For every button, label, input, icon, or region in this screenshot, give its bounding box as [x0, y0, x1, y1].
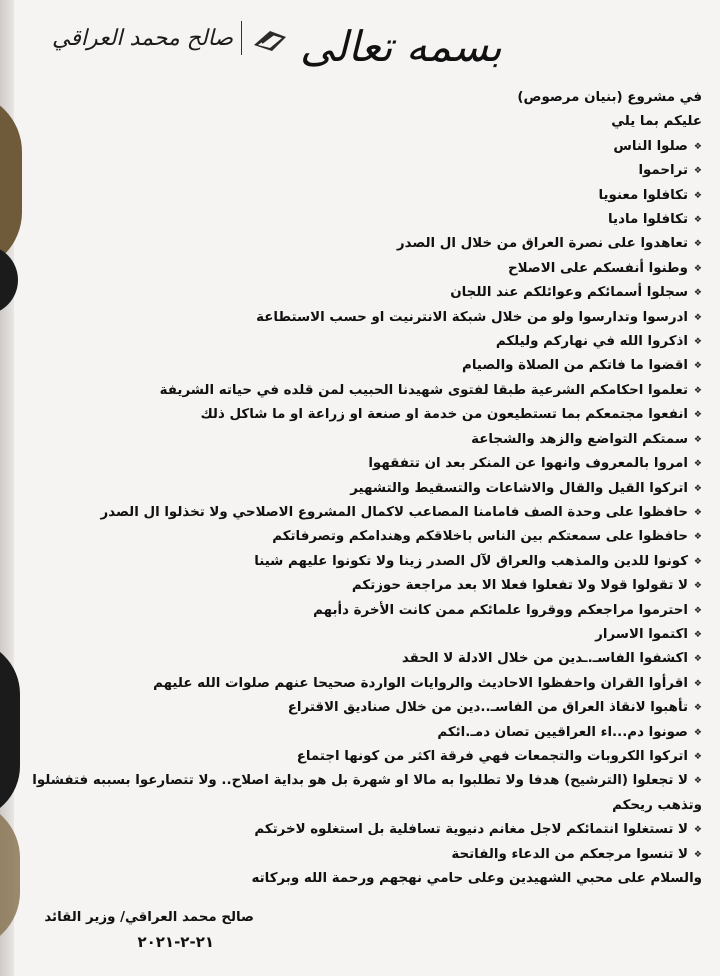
logo-divider [241, 21, 242, 55]
bullet-icon: ❖ [693, 337, 702, 348]
list-item [12, 477, 702, 501]
list-item [12, 208, 702, 232]
bullet-icon: ❖ [693, 727, 702, 738]
list-item-text: تعاهدوا على نصرة العراق من خلال ال الصدر [396, 236, 688, 252]
bullet-icon: ❖ [693, 556, 702, 567]
bullet-icon: ❖ [693, 605, 702, 616]
list-item-text: تراحموا [638, 163, 688, 179]
bullet-icon: ❖ [693, 678, 702, 689]
bullet-icon: ❖ [693, 507, 702, 518]
list-item-text: تكافلوا ماديا [608, 212, 688, 228]
list-item-text: اكتموا الاسرار [595, 626, 688, 642]
bullet-icon: ❖ [693, 459, 702, 470]
list-item-text: كونوا للدين والمذهب والعراق لآل الصدر زينا ولا تكونوا عليهم شينا [254, 553, 688, 569]
bullet-icon: ❖ [693, 141, 702, 152]
bullet-icon: ❖ [693, 776, 702, 787]
list-item-text: لا تجعلوا (الترشيح) هدفا ولا تطلبوا به مالا او شهرة بل هو بداية اصلاح.. ولا تتصارعوا بسببه فتفشلوا وتذهب ريحكم [32, 773, 702, 813]
list-item [12, 184, 702, 208]
pen-book-icon [250, 23, 290, 53]
list-item [12, 379, 702, 403]
list-item [12, 403, 702, 427]
list-item-text: لا تقولوا قولا ولا تفعلوا فعلا الا بعد مراجعة حوزتكم [351, 578, 688, 594]
bullet-icon: ❖ [693, 532, 702, 543]
bullet-icon: ❖ [693, 215, 702, 226]
list-item-text: صلوا الناس [613, 138, 688, 154]
list-item [12, 769, 702, 818]
bullet-icon: ❖ [693, 751, 702, 762]
bullet-icon: ❖ [693, 629, 702, 640]
list-item-text: تأهبوا لانقاذ العراق من الفاسـ..دين من خلال صناديق الاقتراع [287, 700, 688, 716]
list-item-text: احترموا مراجعكم ووقروا علمائكم ممن كانت الأخرة دأبهم [313, 602, 688, 618]
logo-text: صالح محمد العراقي [52, 25, 234, 51]
list-item [12, 232, 702, 256]
signature-date: ٢١-٢-٢٠٢١ [137, 933, 214, 951]
bullet-icon: ❖ [693, 361, 702, 372]
list-item [12, 501, 702, 525]
list-item [12, 330, 702, 354]
instruction-list [12, 135, 702, 867]
list-item-text: صونوا دم...اء العراقيين تصان دمـ.ائكم [437, 724, 688, 740]
list-item-text: اتركوا الكروبات والتجمعات فهي فرقة اكثر من كونها اجتماع [296, 748, 688, 764]
list-item [12, 550, 702, 574]
closing-line: والسلام على محبي الشهيدين وعلى حامي نهجهم ورحمة الله وبركاته [251, 871, 702, 886]
letter-body [12, 86, 702, 891]
list-item [12, 135, 702, 159]
bullet-icon: ❖ [693, 581, 702, 592]
list-item [12, 281, 702, 305]
bullet-icon: ❖ [693, 849, 702, 860]
list-item-text: اقرأوا القران واحفظوا الاحاديث والروايات الواردة صحيحا عنهم صلوات الله عليهم [153, 675, 688, 691]
letterhead [0, 0, 720, 90]
list-item [12, 574, 702, 598]
list-item-text: اكشفوا الفاسـ.ـدين من خلال الادلة لا الحقد [401, 651, 688, 667]
bullet-icon: ❖ [693, 312, 702, 323]
list-item-text: حافظوا على سمعتكم بين الناس باخلاقكم وهندامكم وتصرفاتكم [272, 529, 688, 545]
list-item [12, 257, 702, 281]
list-item-text: لا تنسوا مرجعكم من الدعاء والفاتحة [451, 846, 688, 862]
bullet-icon: ❖ [693, 483, 702, 494]
list-item [12, 159, 702, 183]
list-item-text: وطنوا أنفسكم على الاصلاح [507, 260, 688, 276]
list-item-text: حافظوا على وحدة الصف فامامنا المصاعب لاكمال المشروع الاصلاحي ولا تخذلوا ال الصدر [100, 504, 688, 520]
list-item [12, 843, 702, 867]
bullet-icon: ❖ [693, 263, 702, 274]
signature-block [44, 906, 254, 954]
list-item [12, 354, 702, 378]
list-item [12, 428, 702, 452]
list-item-text: انفعوا مجتمعكم بما تستطيعون من خدمة او صنعة او زراعة او ما شاكل ذلك [200, 407, 688, 423]
list-item [12, 696, 702, 720]
bullet-icon: ❖ [693, 703, 702, 714]
bullet-icon: ❖ [693, 825, 702, 836]
list-item-text: امروا بالمعروف وانهوا عن المنكر بعد ان تتفقهوا [368, 456, 688, 472]
list-item-text: اتركوا القيل والقال والاشاعات والتسقيط والتشهير [350, 480, 688, 496]
list-item [12, 599, 702, 623]
signature-logo [52, 16, 290, 60]
list-item-text: سمتكم التواضع والزهد والشجاعة [471, 431, 688, 447]
list-item [12, 647, 702, 671]
list-item-text: لا تستغلوا انتمائكم لاجل مغانم دنيوية تسافلية بل استغلوه لاخرتكم [254, 822, 688, 838]
basmala-heading: بسمه تعالى [300, 22, 502, 71]
list-item-text: تعلموا احكامكم الشرعية طبقا لفتوى شهيدنا الحبيب لمن قلده في حياته الشريفة [159, 382, 688, 398]
bullet-icon: ❖ [693, 654, 702, 665]
list-item-text: تكافلوا معنويا [598, 187, 688, 203]
list-item-text: سجلوا أسمائكم وعوائلكم عند اللجان [450, 285, 688, 301]
list-item-text: اذكروا الله في نهاركم وليلكم [495, 334, 688, 350]
list-item [12, 525, 702, 549]
list-item-text: ادرسوا وتدارسوا ولو من خلال شبكة الانترنيت او حسب الاستطاعة [256, 309, 688, 325]
list-item-text: اقضوا ما فاتكم من الصلاة والصيام [462, 358, 688, 374]
bullet-icon: ❖ [693, 434, 702, 445]
list-item [12, 721, 702, 745]
lead-line: عليكم بما يلي [611, 114, 702, 130]
bullet-icon: ❖ [693, 190, 702, 201]
bullet-icon: ❖ [693, 385, 702, 396]
list-item [12, 818, 702, 842]
list-item [12, 623, 702, 647]
bullet-icon: ❖ [693, 166, 702, 177]
list-item [12, 306, 702, 330]
bullet-icon: ❖ [693, 410, 702, 421]
list-item [12, 745, 702, 769]
signature-name: صالح محمد العراقي/ وزير القائد [44, 910, 254, 925]
intro-line: في مشروع (بنيان مرصوص) [517, 90, 702, 105]
list-item [12, 672, 702, 696]
list-item [12, 452, 702, 476]
bullet-icon: ❖ [693, 239, 702, 250]
bullet-icon: ❖ [693, 288, 702, 299]
